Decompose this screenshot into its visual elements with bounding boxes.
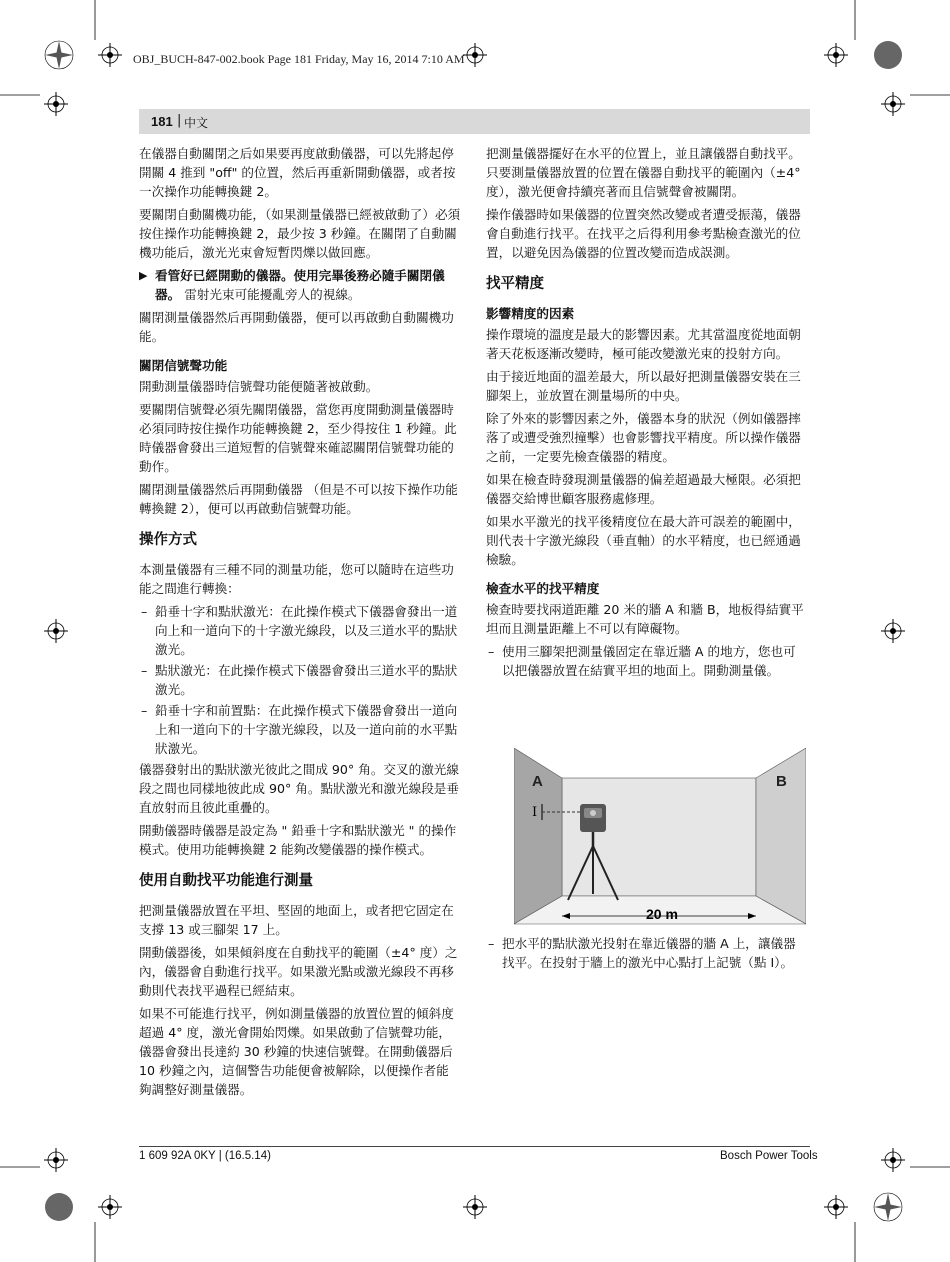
paragraph: 由于接近地面的溫差最大，所以最好把測量儀器安裝在三腳架上，並放置在測量場所的中央。: [486, 369, 801, 403]
paragraph: 要關閉信號聲必須先關閉儀器，當您再度開動測量儀器時必須同時按住操作功能轉換鍵 2，至少得按住 1 秒鐘。此時儀器會發出三道短暫的信號聲來確認關閉信號聲功能的動作。: [139, 402, 457, 474]
paragraph: 把測量儀器放置在平坦、堅固的地面上，或者把它固定在支撐 13 或三腳架 17 上。: [139, 903, 454, 937]
paragraph: 除了外來的影響因素之外，儀器本身的狀況（例如儀器摔落了或遭受強烈撞擊）也會影響找平精度。所以操作儀器之前，一定要先檢查儀器的精度。: [486, 411, 801, 464]
wall-measurement-figure: [514, 748, 806, 928]
triangle-bullet-icon: ▶: [139, 269, 148, 282]
list-item: – 鉛垂十字和點狀激光：在此操作模式下儀器會發出一道向上和一道向下的十字激光線段，以及三道水平的點狀激光。: [141, 604, 458, 657]
paragraph: 開動儀器時儀器是設定為 " 鉛垂十字和點狀激光 " 的操作模式。使用功能轉換鍵 2 能夠改變儀器的操作模式。: [139, 823, 457, 857]
left-column: [139, 144, 461, 1103]
section-heading-operation: 操作方式: [139, 532, 197, 548]
paragraph: 關閉測量儀器然后再開動儀器，便可以再啟動自動關機功能。: [139, 310, 454, 344]
list-item: – 鉛垂十字和前置點：在此操作模式下儀器會發出一道向上和一道向下的十字激光線段，以及一道向前的水平點狀激光。: [141, 703, 458, 756]
warning-text: 雷射光束可能擾亂旁人的視線。: [184, 287, 361, 302]
print-header: OBJ_BUCH-847-002.book Page 181 Friday, May 16, 2014 7:10 AM: [133, 52, 465, 66]
warning-note: [139, 266, 461, 304]
paragraph: 操作儀器時如果儀器的位置突然改變或者遭受振蕩，儀器會自動進行找平。在找平之后得利用參考點檢查激光的位置，以避免因為儀器的位置改變而造成誤測。: [486, 207, 801, 260]
section-heading-signal: 關閉信號聲功能: [139, 358, 228, 373]
paragraph: 在儀器自動關閉之后如果要再度啟動儀器，可以先將起停開關 4 推到 "off" 的位置，然后再重新開動儀器，或者按一次操作功能轉換鍵 2。: [139, 146, 456, 199]
mark-label: I: [532, 805, 538, 820]
paragraph: 如果不可能進行找平，例如測量儀器的放置位置的傾斜度超過 4° 度，激光會開始閃爍。如果啟動了信號聲功能，儀器會發出長達約 30 秒鐘的快速信號聲。在開動儀器后 10 秒鐘之內，這個警告功能便會被解除，以便操作者能夠調整好測量儀器。: [139, 1006, 454, 1097]
paragraph: 把測量儀器擺好在水平的位置上，並且讓儀器自動找平。只要測量儀器放置的位置在儀器自動找平的範圍內（±4° 度），激光便會持續亮著而且信號聲會被關閉。: [486, 146, 801, 199]
paragraph: 關閉測量儀器然后再開動儀器 （但是不可以按下操作功能轉換鍵 2），便可以再啟動信號聲功能。: [139, 482, 458, 516]
wall-b-label: B: [776, 773, 787, 790]
paragraph: 如果在檢查時發現測量儀器的偏差超過最大極限。必須把儀器交給博世顧客服務處修理。: [486, 472, 801, 506]
page-number: 181: [151, 114, 173, 129]
list-item: – 點狀激光：在此操作模式下儀器會發出三道水平的點狀激光。: [141, 663, 458, 697]
right-column: [486, 144, 808, 682]
section-heading-accuracy: 找平精度: [486, 276, 544, 292]
footer-doc-id: 1 609 92A 0KY | (16.5.14): [139, 1150, 271, 1162]
paragraph: 如果水平激光的找平後精度位在最大許可誤差的範圍中，則代表十字激光線段（垂直軸）的水平精度，也已經通過檢驗。: [486, 514, 801, 567]
paragraph: 開動儀器後，如果傾斜度在自動找平的範圍（±4° 度）之內，儀器會自動進行找平。如果激光點或激光線段不再移動則代表找平過程已經結束。: [139, 945, 458, 998]
section-heading-check: 檢查水平的找平精度: [486, 581, 600, 596]
footer-brand: Bosch Power Tools: [720, 1150, 818, 1162]
paragraph: 本測量儀器有三種不同的測量功能，您可以隨時在這些功能之間進行轉換：: [139, 562, 454, 596]
footer-rule: [139, 1146, 810, 1147]
paragraph: 要關閉自動關機功能，（如果測量儀器已經被啟動了）必須按住操作功能轉換鍵 2，最少按 3 秒鐘。在關閉了自動關機功能后，激光光束會短暫閃爍以做回應。: [139, 207, 461, 260]
paragraph: 操作環境的溫度是最大的影響因素。尤其當溫度從地面朝著天花板逐漸改變時，極可能改變激光束的投射方向。: [486, 327, 801, 361]
section-heading-auto-level: 使用自動找平功能進行測量: [139, 873, 313, 889]
paragraph: 開動測量儀器時信號聲功能便隨著被啟動。: [139, 379, 379, 394]
page-header-bar: [139, 109, 810, 134]
section-heading-factors: 影響精度的因素: [486, 306, 575, 321]
paragraph: 儀器發射出的點狀激光彼此之間成 90° 角。交叉的激光線段之間也同樣地彼此成 90° 角。點狀激光和激光線段是垂直放射而且彼此重疊的。: [139, 762, 459, 815]
distance-label: 20 m: [646, 906, 678, 922]
list-item: – 使用三腳架把測量儀固定在靠近牆 A 的地方，您也可以把儀器放置在結實平坦的地面上。開動測量儀。: [488, 644, 796, 678]
header-separator: |: [177, 113, 182, 128]
language-label: 中文: [184, 116, 209, 130]
warning-bold: 看管好已經開動的儀器。使用完畢後務必隨手關閉儀器。: [155, 268, 445, 302]
paragraph: 檢查時要找兩道距離 20 米的牆 A 和牆 B，地板得結實平坦而且測量距離上不可以有障礙物。: [486, 602, 804, 636]
wall-a-label: A: [532, 773, 543, 790]
list-item: – 把水平的點狀激光投射在靠近儀器的牆 A 上，讓儀器找平。在投射于牆上的激光中心點打上記號（點 I）。: [488, 936, 796, 970]
